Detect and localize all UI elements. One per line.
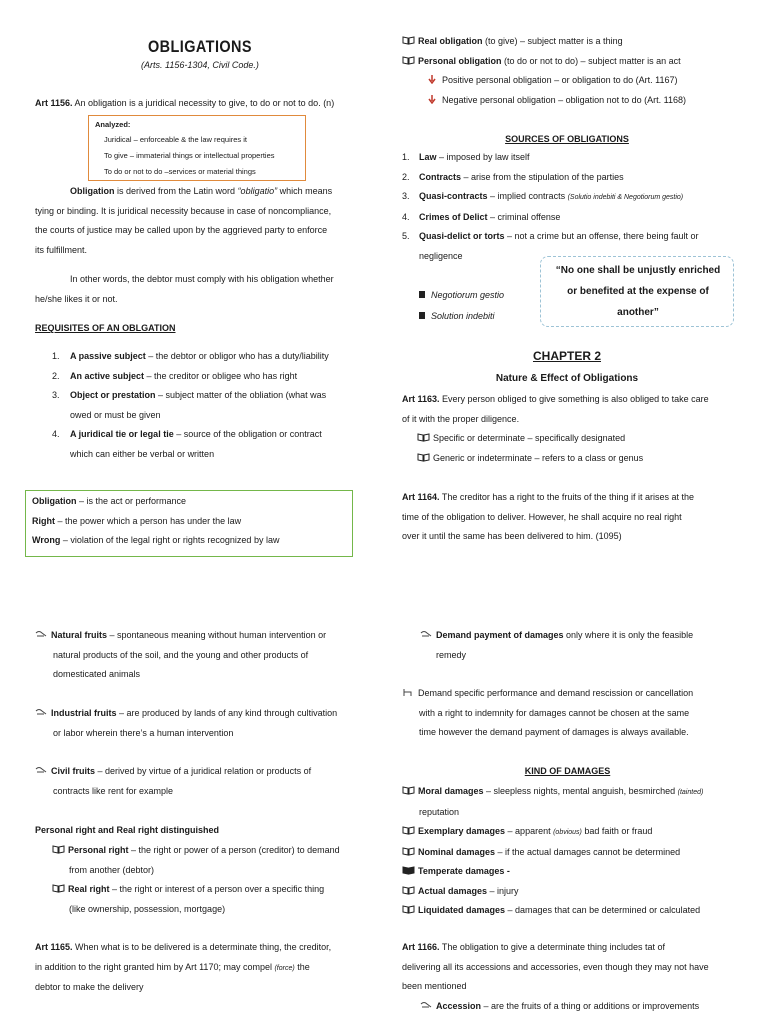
book-icon [52,881,65,890]
requisite-item: 1. A passive subject – the debtor or obligor who has a duty/liability [52,351,329,361]
bullet-icon [420,627,433,636]
damages-list: Moral damages – sleepless nights, mental anguish, besmirched (tainted) reputation Exemplary damages – apparent (obvious) bad faith or fraud Nominal damages – if the actual damages cannot be determined Temperate damages - Actual damages – injury Liquidated damages – damages that can be determined or calculated [402,782,742,921]
other-words-paragraph: In other words, the debtor must comply with his obligation whether he/she likes it or not. [35,274,334,304]
source-item: 1. Law – imposed by law itself [402,152,530,162]
demand-damages: Demand payment of damages only where it is only the feasible remedy [420,626,733,665]
definitions-box [25,490,353,557]
natural-fruits: Natural fruits – spontaneous meaning without human intervention or natural products of the soil, and the young and other products of domesticated animals [35,626,366,685]
damage-item: Nominal damages – if the actual damages cannot be determined [402,843,742,863]
rights-distinguished-heading: Personal right and Real right distinguished [35,825,220,835]
damage-item: Liquidated damages – damages that can be determined or calculated [402,901,742,921]
damage-item: Exemplary damages – apparent (obvious) bad faith or fraud [402,822,742,843]
art-1156: Art 1156. An obligation is a juridical necessity to give, to do or not to do. (n) [35,98,335,108]
quote-text: “No one shall be unjustly enriched or benefited at the expense of another” [555,265,721,318]
damage-item: Actual damages – injury [402,882,742,902]
definition-item: Obligation – is the act or performance [32,496,187,506]
chapter-title: CHAPTER 2 [532,349,601,363]
sources-list: 1. Law – imposed by law itself 2. Contracts – arise from the stipulation of the parties 3. Quasi-contracts – implied contracts (Solutio indebiti & Negotiorum gestio) 4. Crimes of Delict – criminal offense 5. Quasi-delict or torts – not a crime but an offense, there being fault or negligence [402,148,733,266]
requisite-item: 3. Object or prestation – subject matter of the obliation (what was [52,390,327,400]
rights-list: Personal right – the right or power of a person (creditor) to demand from another (debtor) Real right – the right or interest of a person over a specific thing (like ownership, possession, mortgage) [52,841,366,919]
book-icon [402,783,415,792]
book-icon [417,430,430,439]
neg-gestio-item: Negotiorum gestio [418,290,504,300]
analyzed-item: To give – immaterial things or intellectual properties [104,151,275,160]
document-icon [418,311,428,320]
book-icon [417,450,430,459]
definition-item: Wrong – violation of the legal right or rights recognized by law [32,535,280,545]
book-icon [402,863,415,872]
bullet-icon [35,705,48,714]
pointer-icon [402,685,415,694]
sol-indebiti-item: Solution indebiti [418,311,495,321]
source-item: 4. Crimes of Delict – criminal offense [402,211,561,222]
arrow-down-icon [426,72,439,81]
bullet-icon [35,763,48,772]
requisite-item: 4. A juridical tie or legal tie – source of the obligation or contract [52,429,322,439]
book-icon [402,902,415,911]
requisite-item: 2. An active subject – the creditor or obligee who has right [52,370,298,381]
book-icon [402,33,415,42]
kind-damages-heading: KIND OF DAMAGES [524,766,611,776]
analyzed-item: Juridical – enforceable & the law requires it [104,135,247,144]
book-icon [402,823,415,832]
requisites-heading: REQUISITES OF AN OBLGATION [35,323,176,333]
sources-heading: SOURCES OF OBLIGATIONS [505,134,629,144]
document-subtitle: (Arts. 1156-1304, Civil Code.) [141,60,259,70]
art-1163: Art 1163. Every person obliged to give something is also obliged to take care of it with the proper diligence. Specific or determinate – specifically designated Generic or indeterminate – refers to a class or genus [402,394,709,463]
document-icon [418,290,428,299]
chapter-subtitle: Nature & Effect of Obligations [495,373,639,384]
obligation-types: Real obligation (to give) – subject matter is a thing Personal obligation (to do or not to do) – subject matter is an act Positive personal obligation – or obligation to do (Art. 1167) Negative personal obligation – obligation not to do (Art. 1168) [402,32,742,110]
damage-item: Moral damages – sleepless nights, mental anguish, besmirched (tainted) [402,782,742,803]
source-item: 3. Quasi-contracts – implied contracts (Solutio indebiti & Negotiorum gestio) [402,191,684,201]
art-1165: Art 1165. When what is to be delivered is a determinate thing, the creditor, in addition to the right granted him by Art 1170; may compel (force) the debtor to make the delivery [35,942,332,992]
document-title: OBLIGATIONS [148,37,252,56]
book-icon [402,53,415,62]
damage-item: Temperate damages - [402,862,742,882]
bullet-icon [35,627,48,636]
quote-box [540,256,734,327]
source-item: 5. Quasi-delict or torts – not a crime but an offense, there being fault or [402,231,699,241]
arrow-down-icon [426,92,439,101]
industrial-fruits: Industrial fruits – are produced by lands of any kind through cultivation or labor wherein there’s a human intervention [35,704,366,743]
requisites-list: 1. A passive subject – the debtor or obligor who has a duty/liability 2. An active subject – the creditor or obligee who has right 3. Object or prestation – subject matter of the obliation (what was owed or must be given 4. A juridical tie or legal tie – source of the obligation or contract which can either be verbal or written [52,347,366,464]
analyzed-title: Analyzed: [95,120,131,129]
analyzed-box [88,115,306,181]
analyzed-item: To do or not to do –services or material things [104,167,256,176]
specific-performance: Demand specific performance and demand rescission or cancellation with a right to indemnity for damages cannot be chosen at the same time however the demand payment of damages is always available. [402,684,733,743]
civil-fruits: Civil fruits – derived by virtue of a juridical relation or products of contracts like rent for example [35,762,366,801]
source-item: 2. Contracts – arise from the stipulation of the parties [402,171,624,182]
art-1164: Art 1164. The creditor has a right to the fruits of the thing if it arises at the time of the obligation to deliver. However, he shall acquire no real right over it until the same has been delivered to him. (1095) [402,492,694,541]
book-icon [402,883,415,892]
obligation-paragraph: Obligation is derived from the Latin word “obligatio” which means tying or binding. It is juridical necessity because in case of noncompliance, the courts of justice may be called upon by the aggrieved party to enforce its fulfillment. [35,186,333,255]
definition-item: Right – the power which a person has under the law [32,515,242,526]
art-1166: Art 1166. The obligation to give a determinate thing includes tat of delivering all its accessions and accessories, even though they may not have been mentioned Accession – are the fruits of a thing or additions or improvements [402,942,709,1011]
bullet-icon [420,998,433,1007]
book-icon [402,844,415,853]
book-icon [52,842,65,851]
